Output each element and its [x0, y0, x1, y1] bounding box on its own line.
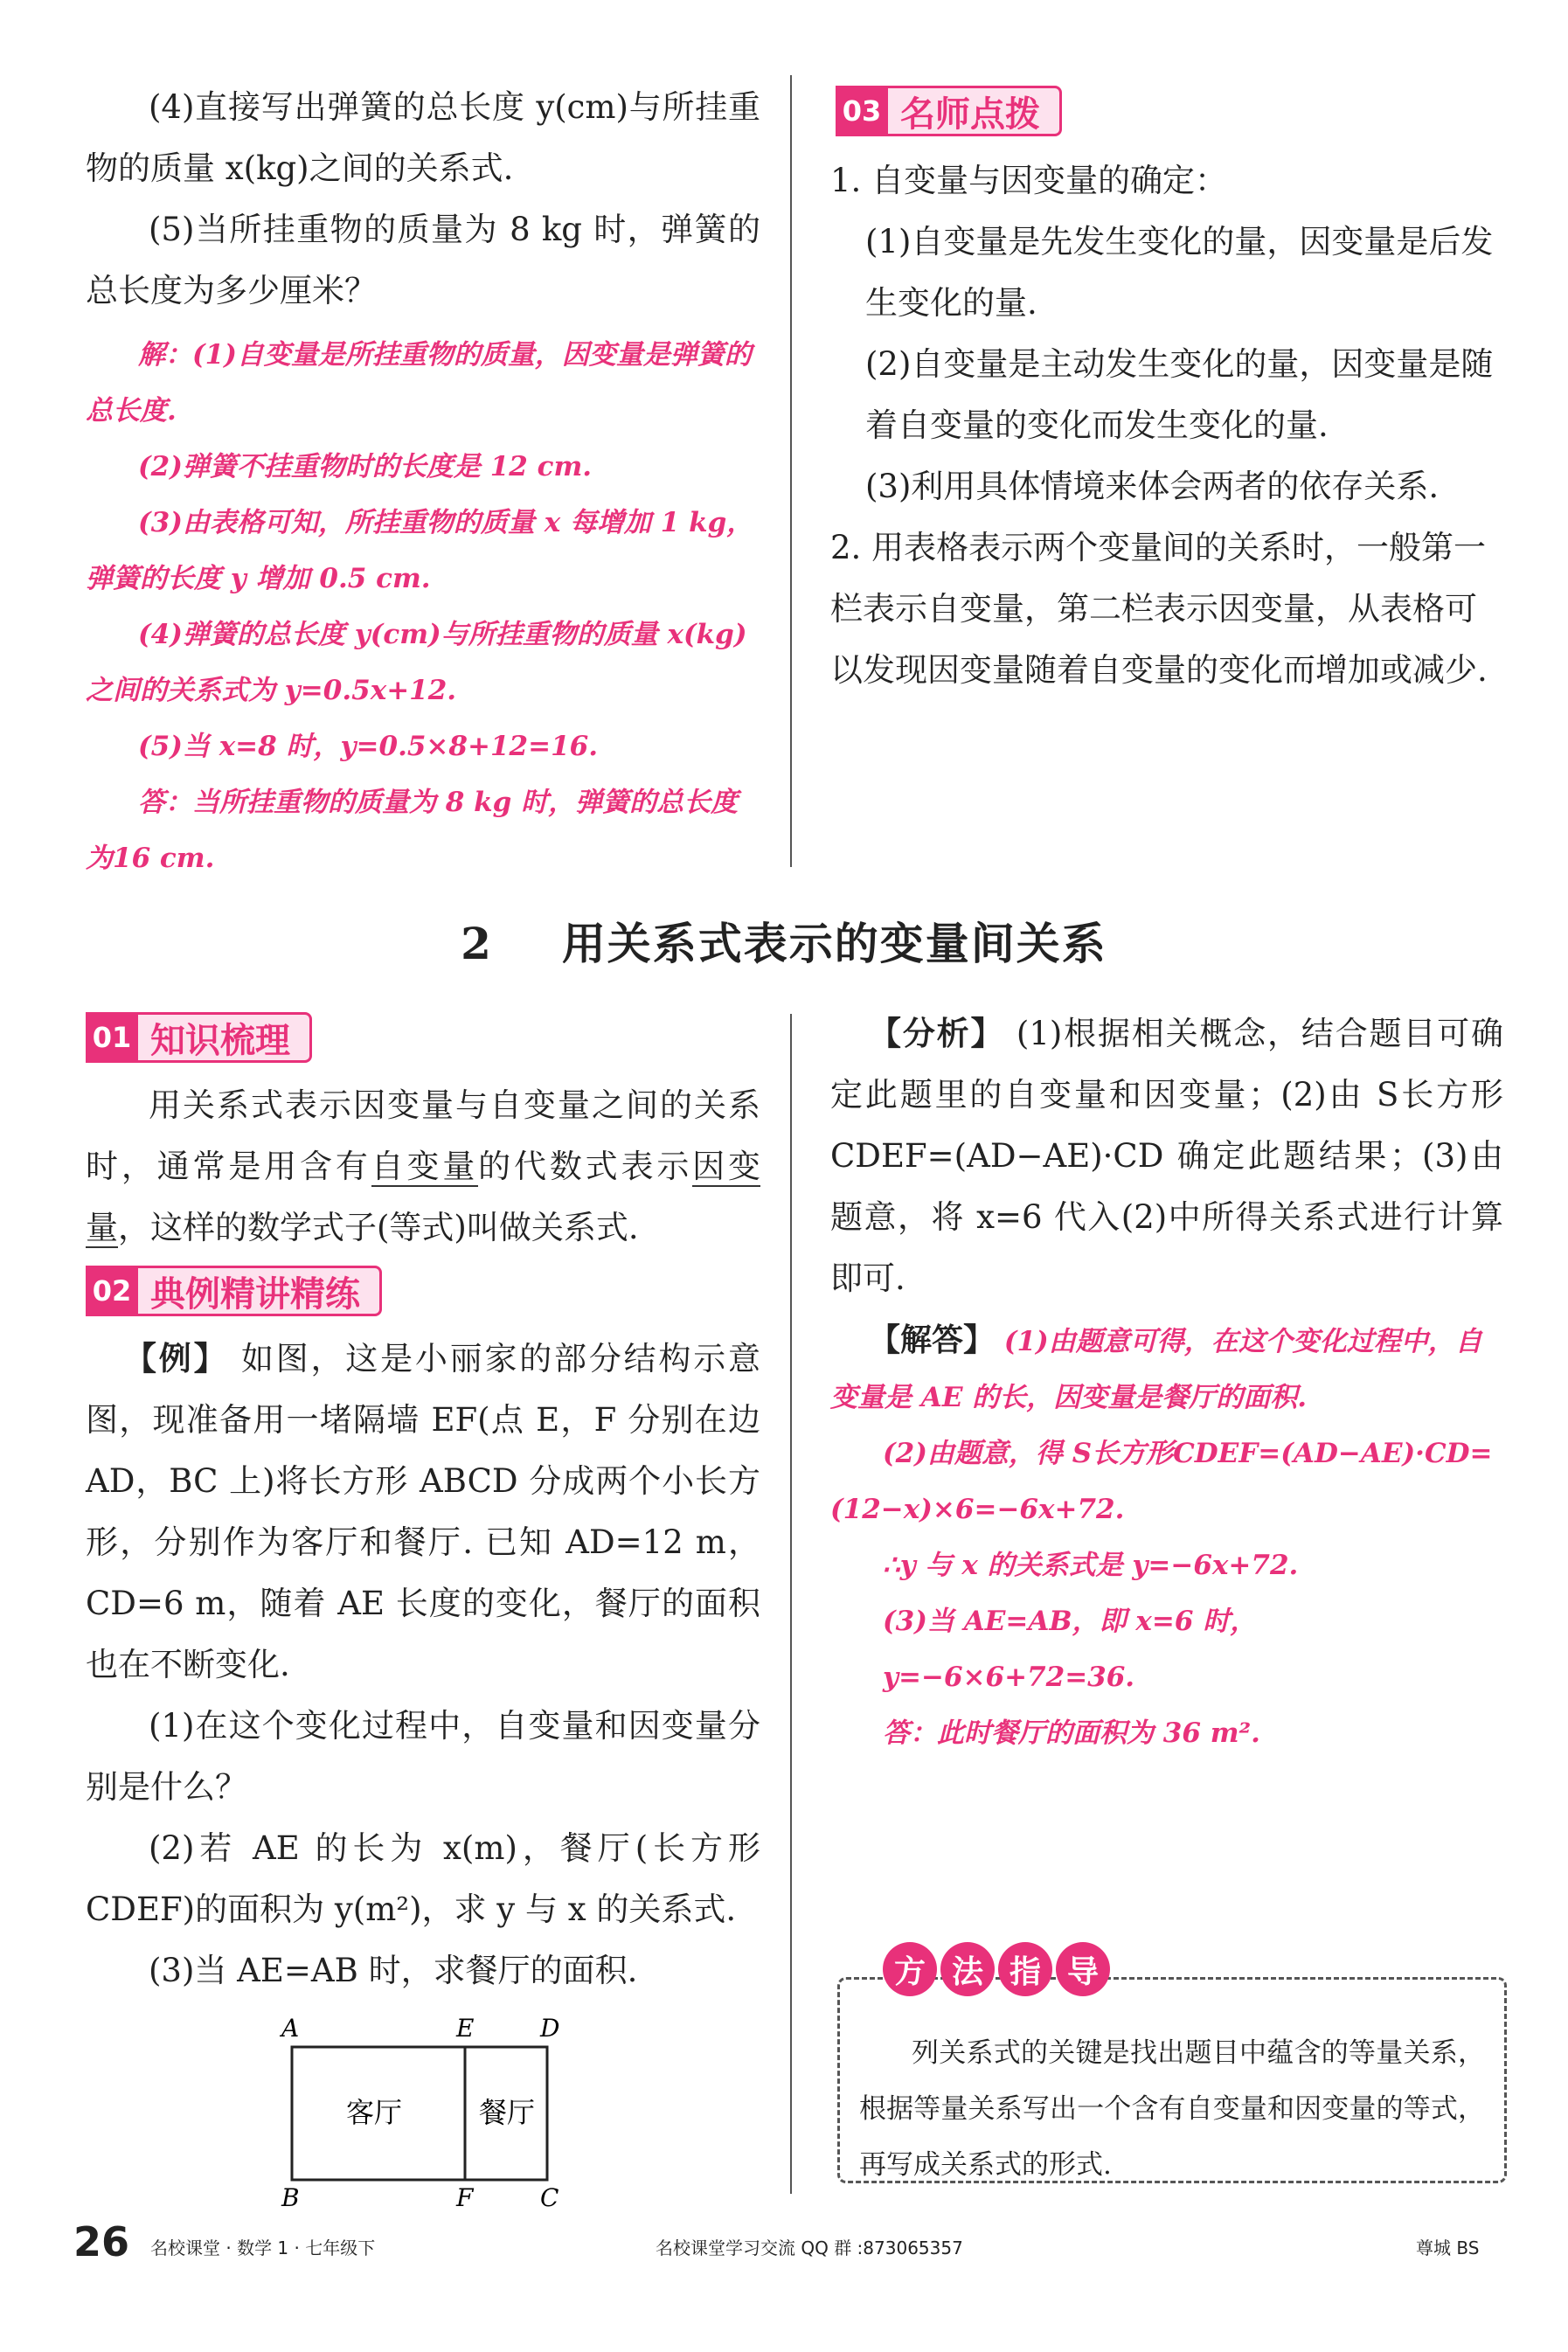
- solution-block: [86, 327, 760, 886]
- tip-1-a: (1)自变量是先发生变化的量，因变量是后发生变化的量.: [865, 223, 1494, 322]
- answer-block: [830, 1313, 1503, 1761]
- right-top-column: [830, 150, 1503, 701]
- knowledge-part-a: 用关系式表示因变量与自变量之间的关系时，通常是用含有: [86, 1086, 760, 1185]
- method-char-4: 导: [1056, 1942, 1110, 1996]
- tip-1-b: (2)自变量是主动发生变化的量，因变量是随着自变量的变化而发生变化的量.: [865, 345, 1494, 444]
- method-char-3: 指: [998, 1942, 1052, 1996]
- badge-02: [86, 1266, 382, 1316]
- example-q3: (3)当 AE=AB 时，求餐厅的面积.: [149, 1952, 638, 1989]
- analysis-body: (1)根据相关概念，结合题目可确定此题里的自变量和因变量；(2)由 S长方形CDEF=(AD−AE)·CD 确定此题结果；(3)由题意，将 x=6 代入(2)中所得关系式进行计算即可.: [830, 1015, 1503, 1297]
- label-f: F: [456, 2183, 474, 2211]
- solution-line-2: (2)弹簧不挂重物时的长度是 12 cm.: [138, 451, 593, 482]
- question-5: (5)当所挂重物的质量为 8 kg 时，弹簧的总长度为多少厘米？: [86, 211, 760, 309]
- label-e: E: [456, 2014, 475, 2043]
- analysis-block: [830, 1003, 1503, 1761]
- solution-line-4: (4)弹簧的总长度 y(cm)与所挂重物的质量 x(kg)之间的关系式为 y=0.5x+12.: [86, 619, 747, 706]
- method-guide-title: [883, 1942, 1110, 1996]
- footer-right: 尊城 BS: [1416, 2238, 1480, 2258]
- answer-line-4: (3)当 AE=AB，即 x=6 时，: [883, 1606, 1258, 1637]
- answer-tag: 【解答】: [869, 1322, 996, 1358]
- method-guide-box: [837, 1977, 1507, 2183]
- badge-label: 典例精讲精练: [138, 1266, 382, 1316]
- answer-text-1: (1)由题意可得，在这个变化过程中，自变量是 AE 的长，因变量是餐厅的面积.: [830, 1326, 1482, 1413]
- question-4: (4)直接写出弹簧的总长度 y(cm)与所挂重物的质量 x(kg)之间的关系式.: [86, 88, 760, 187]
- example-q2: (2)若 AE 的长为 x(m)，餐厅(长方形 CDEF)的面积为 y(m²)，求 y 与 x 的关系式.: [86, 1829, 760, 1928]
- underlined-independent: 自变量: [371, 1148, 479, 1185]
- analysis-paragraph: [830, 1003, 1503, 1309]
- label-a: A: [281, 2014, 300, 2043]
- room-dining: 餐厅: [479, 2096, 536, 2129]
- badge-number: 01: [86, 1012, 138, 1063]
- column-divider-top: [790, 75, 792, 867]
- footer-center: 名校课堂学习交流 QQ 群 :873065357: [656, 2238, 963, 2258]
- left-top-column: [86, 77, 760, 886]
- method-char-1: 方: [883, 1942, 937, 1996]
- section-heading: 用关系式表示的变量间关系: [561, 918, 1107, 969]
- example-tag: 【例】: [124, 1340, 229, 1377]
- badge-number: 03: [836, 86, 888, 136]
- tip-1-c: (3)利用具体情境来体会两者的依存关系.: [865, 468, 1440, 505]
- answer-line-2: (2)由题意，得 S长方形CDEF=(AD−AE)·CD=(12−x)×6=−6x+72.: [830, 1438, 1493, 1525]
- analysis-tag: 【分析】: [869, 1015, 1005, 1052]
- knowledge-text: [86, 1075, 760, 1259]
- label-d: D: [540, 2014, 560, 2043]
- page-footer: [0, 2218, 1568, 2271]
- badge-01: [86, 1012, 312, 1063]
- example-body: 如图，这是小丽家的部分结构示意图，现准备用一堵隔墙 EF(点 E，F 分别在边 AD，BC 上)将长方形 ABCD 分成两个小长方形，分别作为客厅和餐厅. 已知 AD=12 m，CD=6 m，随着 AE 长度的变化，餐厅的面积也在不断变化.: [86, 1340, 761, 1683]
- answer-line-6: 答：此时餐厅的面积为 36 m².: [883, 1717, 1260, 1749]
- example-text: [86, 1329, 760, 1696]
- floor-plan-figure: [262, 2010, 577, 2211]
- knowledge-part-b: 的代数式表示: [478, 1148, 693, 1185]
- example-block: [86, 1329, 760, 2002]
- section-title: [0, 909, 1568, 972]
- page-number: 26: [73, 2218, 130, 2265]
- badge-label: 知识梳理: [138, 1012, 312, 1063]
- solution-line-3: (3)由表格可知，所挂重物的质量 x 每增加 1 kg，弹簧的长度 y 增加 0.5 cm.: [86, 507, 754, 594]
- badge-03: [836, 86, 1062, 136]
- tip-2: 2. 用表格表示两个变量间的关系时，一般第一栏表示自变量，第二栏表示因变量，从表格可以发现因变量随着自变量的变化而增加或减少.: [830, 529, 1488, 689]
- badge-label: 名师点拨: [888, 86, 1062, 136]
- badge-number: 02: [86, 1266, 138, 1316]
- method-text: 列关系式的关键是找出题目中蕴含的等量关系，根据等量关系写出一个含有自变量和因变量的等式，再写成关系式的形式.: [859, 2037, 1485, 2181]
- section-number: 2: [461, 918, 493, 969]
- example-q1: (1)在这个变化过程中，自变量和因变量分别是什么？: [86, 1707, 760, 1806]
- solution-line-1: 解：(1)自变量是所挂重物的质量，因变量是弹簧的总长度.: [86, 339, 752, 427]
- answer-line-1: [830, 1313, 1503, 1426]
- solution-line-6: 答：当所挂重物的质量为 8 kg 时，弹簧的总长度为16 cm.: [86, 787, 739, 874]
- answer-line-5: y=−6×6+72=36.: [883, 1662, 1135, 1693]
- knowledge-part-c: ，这样的数学式子(等式)叫做关系式.: [118, 1209, 639, 1246]
- tip-1-title: 1. 自变量与因变量的确定：: [830, 162, 1228, 199]
- label-b: B: [281, 2183, 300, 2211]
- footer-left: 名校课堂 · 数学 1 · 七年级下: [150, 2238, 376, 2258]
- knowledge-paragraph: [86, 1075, 760, 1259]
- column-divider-bottom: [790, 1014, 792, 2194]
- room-living: 客厅: [346, 2096, 403, 2129]
- underlined-dependent: 因变量: [86, 1148, 761, 1246]
- answer-line-3: ∴y 与 x 的关系式是 y=−6x+72.: [883, 1550, 1299, 1581]
- solution-line-5: (5)当 x=8 时，y=0.5×8+12=16.: [138, 731, 599, 762]
- label-c: C: [540, 2183, 559, 2211]
- method-char-2: 法: [940, 1942, 995, 1996]
